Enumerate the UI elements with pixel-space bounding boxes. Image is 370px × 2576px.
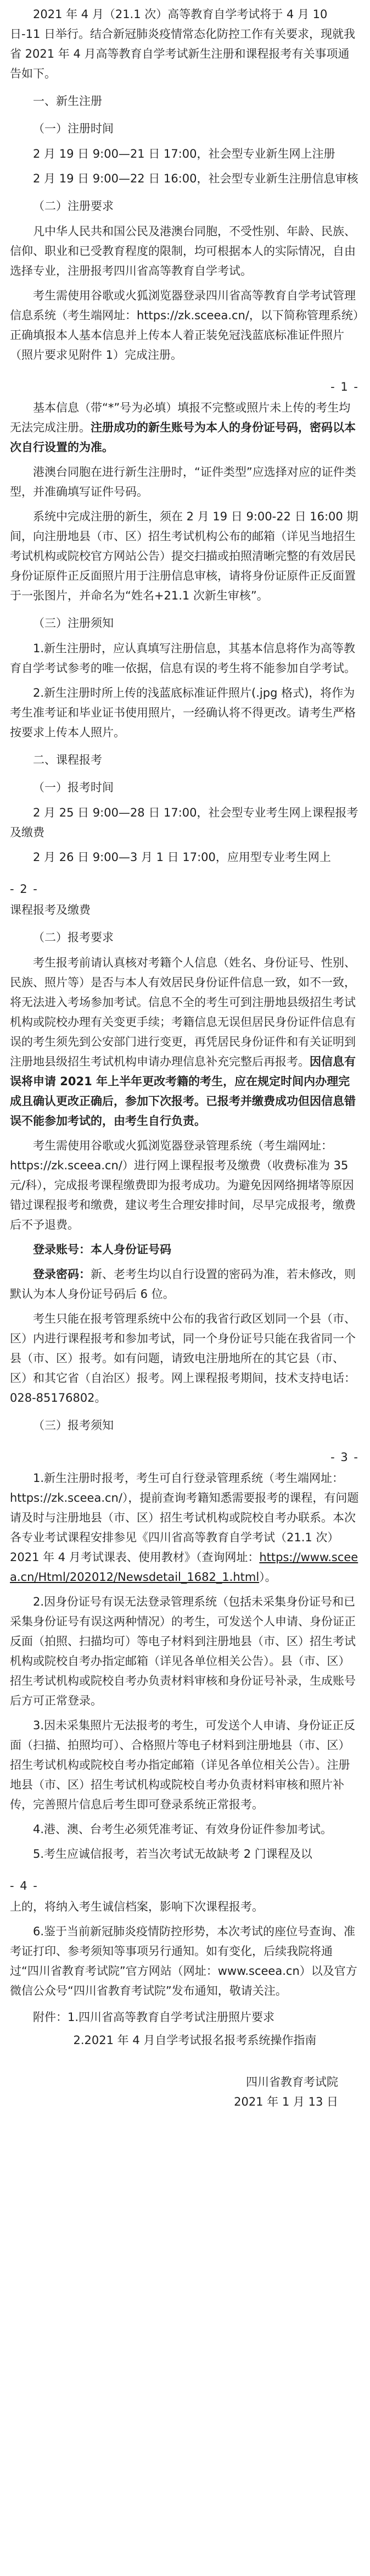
- info-check-paragraph: 考生报考前请认真核对考籍个人信息（姓名、身份证号、性别、民族、照片等）是否与本人有效居民身份证件信息一致，如不一致，将无法进入考场参加考试。信息不全的考生可到注册地县级招生考试机构或院校办理有关变更手续；考籍信息无误但居民身份证件信息有误的考生须先到公安部门进行变更，再凭居民身份证件和有关证明到注册地县级招生考试机构申请办理信息补充完整后再报考。因信息有误将申请 2021 年上半年更改考籍的考生，应在规定时间内办理完成且确认更改正确后，参加下次报考。已报考并缴费成功但因信息错误不能参加考试的，由考生自行负责。: [10, 956, 356, 1128]
- county-restriction-paragraph: 考生只能在报考管理系统中公布的我省行政区划同一个县（市、区）内进行课程报考和参加考试，同一个身份证号只能在我省同一个县（市、区）报考。如有问题，请致电注册地所在的其它县（市、区）和其它省（自治区）报考。网上课程报考期间，技术支持电话：028-85176802。: [10, 1312, 356, 1404]
- course-note-6: 6.鉴于当前新冠肺炎疫情防控形势，本次考试的座位号查询、准考证打印、参考须知等事项另行通知。如有变化，后续我院将通过“四川省教育考试院”官方网站（网址：www.sceea.cn）以及官方微信公众号“四川省教育考试院”发布通知，敬请关注。: [10, 1925, 357, 1997]
- page-number: - 3 -: [330, 1451, 359, 1464]
- id-submission-paragraph: 系统中完成注册的新生，须在 2 月 19 日 9:00-22 日 16:00 期间，向注册地县（市、区）招生考试机构公布的邮箱（详见当地招生考试机构或院校官方网站公告）提交扫描或拍照清晰完整的有效居民身份证原件正反面照片用于注册信息审核，请将身份证原件正反面置于一张图片，并命名为“姓名+21.1 次新生审核”。: [10, 510, 358, 602]
- registration-note-2: 2.新生注册时所上传的浅蓝底标准证件照片(.jpg 格式)，将作为考生准考证和毕业证书使用照片，一经确认将不得更改。请考生严格按要求上传本人照片。: [10, 686, 356, 739]
- account-password-note: 注册成功的新生账号为本人的身份证号码，密码以本次自行设置的为准。: [10, 421, 356, 454]
- browser-registration-paragraph: 考生需使用谷歌或火狐浏览器登录四川省高等教育自学考试管理信息系统（考生端网址：https://zk.sceea.cn/，以下简称管理系统）正确填报本人基本信息并上传本人着正装免冠浅蓝底标准证件照片（照片要求见附件 1）完成注册。: [10, 289, 359, 362]
- subheading-registration-notes: （三）注册须知: [33, 617, 114, 630]
- page-number: - 2 -: [10, 882, 38, 896]
- subheading-course-requirements: （二）报考要求: [33, 931, 114, 944]
- info-change-warning: 因信息有误将申请 2021 年上半年更改考籍的考生，应在规定时间内办理完成且确认更改正确后，参加下次报考。已报考并缴费成功但因信息错误不能参加考试的，由考生自行负责。: [10, 1055, 356, 1128]
- issue-date: 2021 年 1 月 13 日: [234, 2095, 338, 2108]
- course-note-3: 3.因未采集照片无法报考的考生，可发送个人申请、身份证正反面（扫描、拍照均可）、合格照片等电子材料到注册地县（市、区）招生考试机构或院校自考办指定邮箱（详见各单位相关公告）。注册地县（市、区）招生考试机构或院校自考办负责材料审核和照片补传，完善照片信息后考生即可登录系统正常报考。: [10, 1719, 356, 1811]
- attachment-1: 附件：1.四川省高等教育自学考试注册照片要求: [33, 2011, 275, 2024]
- attachment-2: 2.2021 年 4 月自学考试报名报考系统操作指南: [73, 2034, 317, 2047]
- hk-macao-taiwan-paragraph: 港澳台同胞在进行新生注册时，“证件类型”应选择对应的证件类型，并准确填写证件号码。: [10, 465, 356, 498]
- subheading-course-time: （一）报考时间: [33, 781, 114, 794]
- page-number: - 4 -: [10, 1879, 38, 1892]
- eligibility-paragraph: 凡中华人民共和国公民及港澳台同胞，不受性别、年龄、民族、信仰、职业和已受教育程度的限制，均可根据本人的实际情况，自由选择专业，注册报考四川省高等教育自学考试。: [10, 225, 356, 277]
- course-note-5: 5.考生应诚信报考，若当次考试无故缺考 2 门课程及以: [33, 1847, 312, 1861]
- section-heading-registration: 一、新生注册: [33, 95, 102, 108]
- page-number: - 1 -: [330, 380, 359, 393]
- issuer-signature: 四川省教育考试院: [246, 2075, 338, 2089]
- course-note-4: 4.港、澳、台考生必须凭准考证、有效身份证件参加考试。: [33, 1823, 333, 1836]
- subheading-course-notes: （三）报考须知: [33, 1419, 114, 1432]
- login-account-line: 登录账号：本人身份证号码: [33, 1243, 171, 1256]
- subheading-registration-requirements: （二）注册要求: [33, 199, 114, 213]
- subheading-registration-time: （一）注册时间: [33, 122, 114, 135]
- registration-time-review: 2 月 19 日 9:00—22 日 16:00，社会型专业新生注册信息审核: [33, 172, 358, 185]
- intro-paragraph: 2021 年 4 月（21.1 次）高等教育自学考试将于 4 月 10 日-11 日举行。结合新冠肺炎疫情常态化防控工作有关要求，现就我省 2021 年 4 月高等教育自学考试新生注册和课程报考有关事项通告如下。: [10, 8, 355, 80]
- course-time-applied-cont: 课程报考及缴费: [10, 903, 91, 917]
- timetable-link[interactable]: https://www.sceea.cn/Html/202012/Newsdetail_1682_1.html: [10, 1551, 358, 1584]
- registration-note-1: 1.新生注册时，应认真填写注册信息，其基本信息将作为高等教育自学考试参考的唯一依据，信息有误的考生将不能参加自学考试。: [10, 642, 356, 675]
- course-time-applied: 2 月 26 日 9:00—3 月 1 日 17:00，应用型专业考生网上: [33, 851, 331, 864]
- required-info-paragraph: 基本信息（带“*”号为必填）填报不完整或照片未上传的考生均无法完成注册。注册成功的新生账号为本人的身份证号码，密码以本次自行设置的为准。: [10, 401, 356, 454]
- registration-time-online: 2 月 19 日 9:00—21 日 17:00，社会型专业新生网上注册: [33, 147, 335, 160]
- online-payment-paragraph: 考生需使用谷歌或火狐浏览器登录管理系统（考生端网址：https://zk.sceea.cn/）进行网上课程报考及缴费（收费标准为 35 元/科），完成报考课程缴费即为报考成功。为避免因网络拥堵等原因错过课程报考和缴费，建议考生合理安排时间，尽早完成报考，缴费后不予退费。: [10, 1139, 356, 1231]
- course-time-social: 2 月 25 日 9:00—28 日 17:00，社会型专业考生网上课程报考及缴费: [10, 806, 358, 839]
- section-heading-course-registration: 二、课程报考: [33, 753, 102, 767]
- course-note-1: 1.新生注册时报考，考生可自行登录管理系统（考生端网址：https://zk.sceea.cn/），提前查询考籍知悉需要报考的课程，有问题请及时与注册地县（市、区）招生考试机构或院校自考办联系。本次各专业考试课程安排参见《四川省高等教育自学考试（21.1 次）2021 年 4 月考试课表、使用教材》（查询网址：https://www.sceea.cn/Html/202012/Newsdetail_1682_1.html）。: [10, 1472, 359, 1584]
- course-note-2: 2.因身份证号有误无法登录管理系统（包括未采集身份证号和已采集身份证号有误这两种情况）的考生，可发送个人申请、身份证正反面（拍照、扫描均可）等电子材料到注册地县（市、区）招生考试机构或院校自考办指定邮箱（详见各单位相关公告）。县（市、区）招生考试机构或院校自考办负责材料审核和身份证号补录，生成账号后方可正常登录。: [10, 1595, 356, 1707]
- course-note-5-cont: 上的，将纳入考生诚信档案，影响下次课程报考。: [10, 1900, 264, 1913]
- login-password-line: 登录密码：新、老考生均以自行设置的密码为准，若未修改，则默认为本人身份证号码后 6 位。: [10, 1268, 356, 1301]
